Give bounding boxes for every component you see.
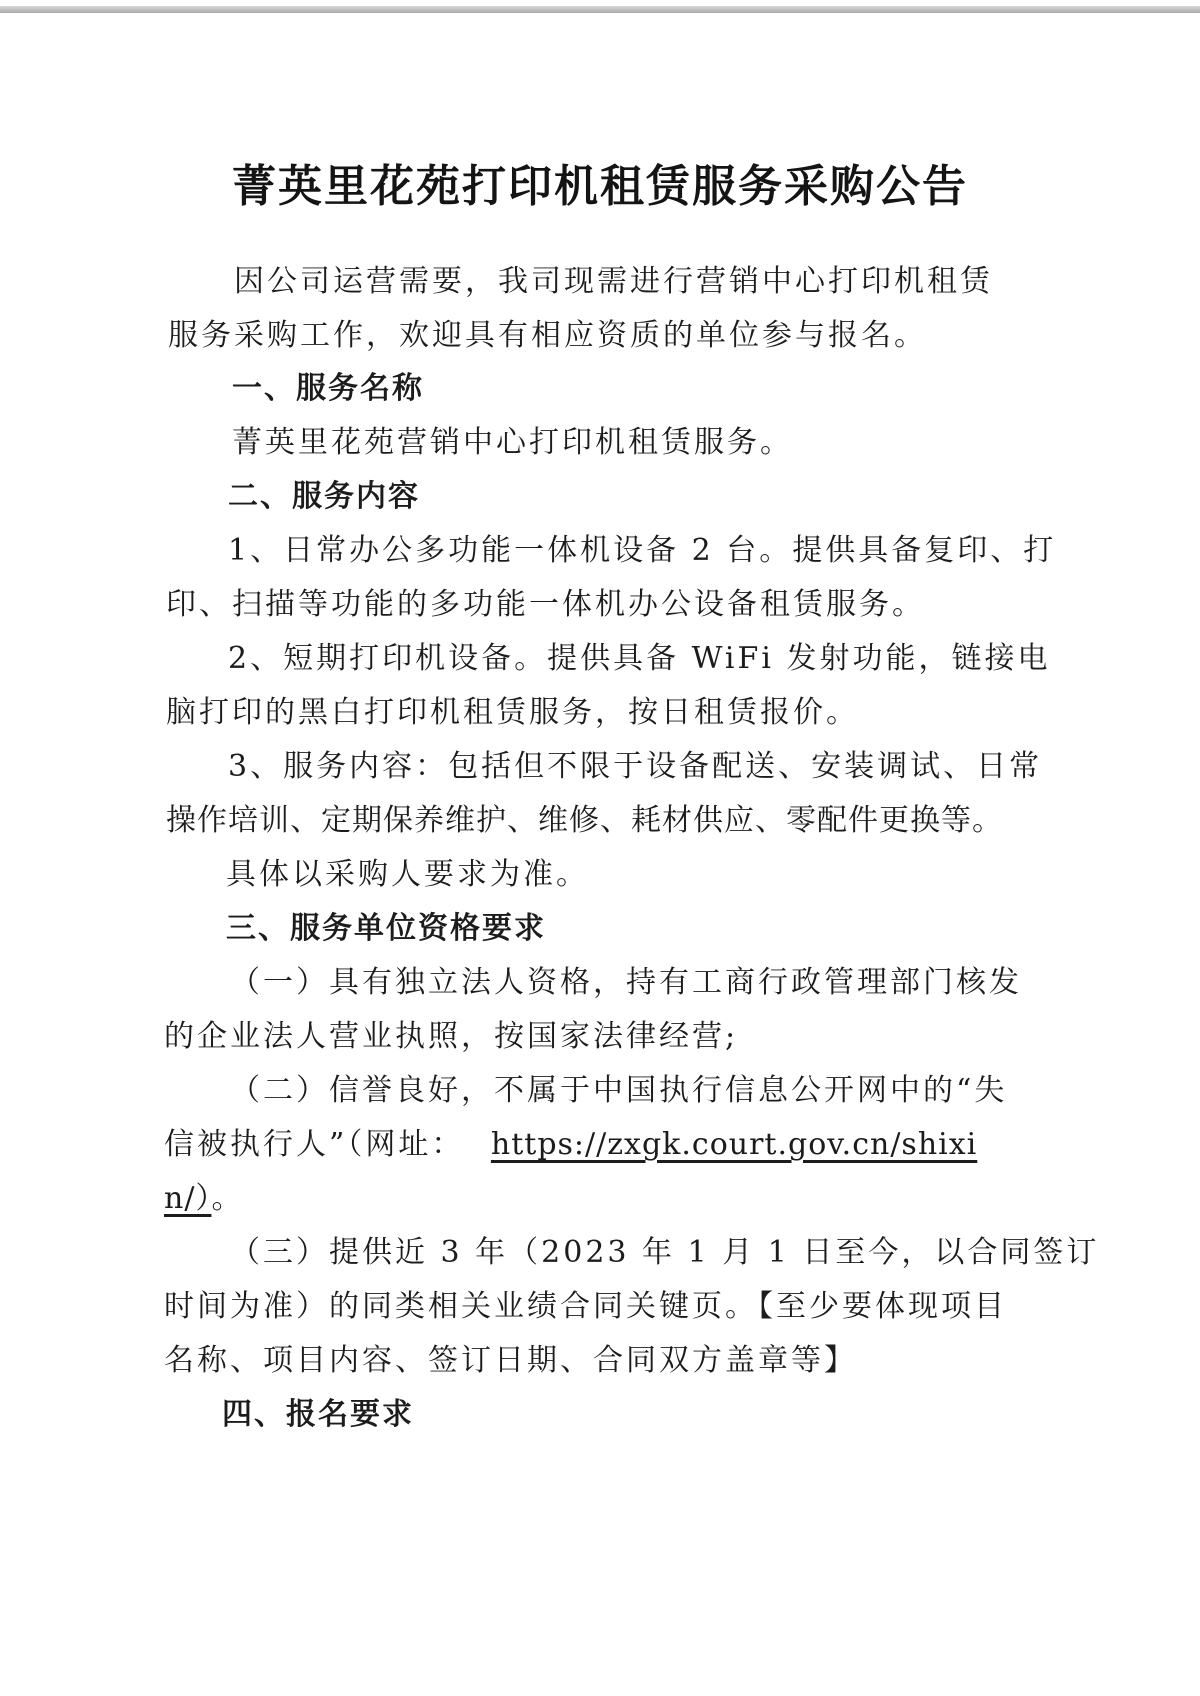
section-2-heading: 二、服务内容 [228, 479, 420, 514]
requirement-2-line-3 [164, 1179, 244, 1219]
section-3-heading: 三、服务单位资格要求 [226, 911, 546, 946]
service-item-1-line-2: 印、扫描等功能的多功能一体机办公设备租赁服务。 [166, 587, 925, 622]
requirement-2-line-2 [164, 1125, 977, 1165]
requirement-1-line-2: 的企业法人营业执照，按国家法律经营; [164, 1019, 739, 1054]
document-title: 菁英里花苑打印机租赁服务采购公告 [232, 161, 968, 212]
service-item-2-line-1: 2、短期打印机设备。提供具备 WiFi 发射功能，链接电 [228, 641, 1051, 676]
intro-line-2: 服务采购工作，欢迎具有相应资质的单位参与报名。 [168, 318, 927, 353]
requirement-2-line-1: （二）信誉良好，不属于中国执行信息公开网中的“失 [230, 1073, 1008, 1108]
section-1-body: 菁英里花苑营销中心打印机租赁服务。 [232, 425, 793, 460]
requirement-3-line-2: 时间为准）的同类相关业绩合同关键页。【至少要体现项目 [164, 1289, 1007, 1324]
website-link-part-2[interactable]: n/） [164, 1181, 212, 1216]
service-item-1-line-1: 1、日常办公多功能一体机设备 2 台。提供具备复印、打 [228, 533, 1057, 568]
service-item-2-line-2: 脑打印的黑白打印机租赁服务，按日租赁报价。 [166, 695, 859, 730]
website-link-part-1[interactable]: https://zxgk.court.gov.cn/shixi [490, 1127, 978, 1162]
section-4-heading: 四、报名要求 [222, 1397, 414, 1432]
requirement-3-line-1: （三）提供近 3 年（2023 年 1 月 1 日至今，以合同签订 [230, 1235, 1100, 1270]
service-item-3-line-2: 操作培训、定期保养维护、维修、耗材供应、零配件更换等。 [166, 803, 1003, 838]
requirement-2-line-2-prefix: 信被执行人”（网址： [164, 1127, 465, 1162]
requirement-1-line-1: （一）具有独立法人资格，持有工商行政管理部门核发 [230, 965, 1022, 1000]
service-item-3-line-3: 具体以采购人要求为准。 [226, 857, 589, 892]
requirement-2-suffix: 。 [211, 1181, 245, 1216]
section-1-heading: 一、服务名称 [232, 371, 424, 406]
service-item-3-line-1: 3、服务内容：包括但不限于设备配送、安装调试、日常 [228, 749, 1043, 784]
intro-line-1: 因公司运营需要，我司现需进行营销中心打印机租赁 [234, 264, 993, 299]
requirement-3-line-3: 名称、项目内容、签订日期、合同双方盖章等】 [164, 1343, 857, 1378]
